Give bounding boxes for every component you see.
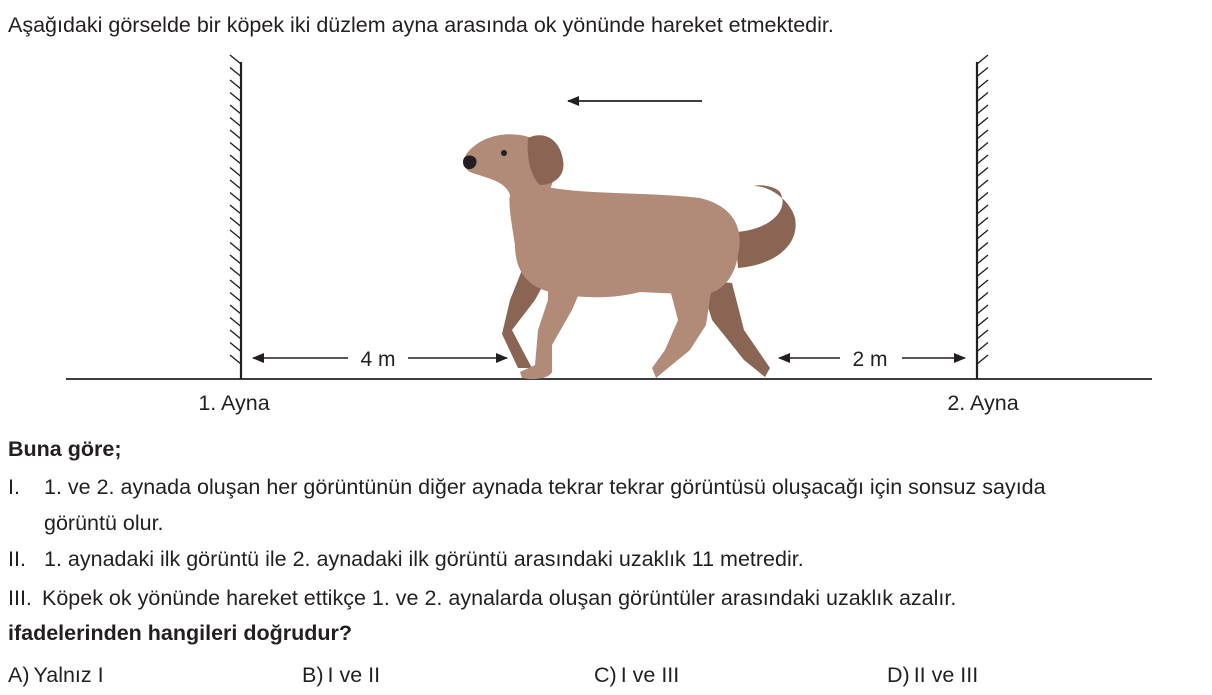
statement-2-numeral: II. bbox=[8, 547, 26, 571]
mirror-hatch bbox=[230, 193, 241, 202]
mirror-hatch bbox=[230, 130, 241, 139]
option-b-letter: B) bbox=[302, 663, 324, 687]
option-c[interactable] bbox=[594, 662, 679, 688]
option-d-text: II ve III bbox=[913, 663, 979, 687]
mirror-hatch bbox=[230, 305, 241, 314]
mirror-hatch bbox=[230, 355, 241, 364]
statement-2-text: 1. aynadaki ilk görüntü ile 2. aynadaki ilk görüntü arasındaki uzaklık 11 metredir. bbox=[44, 547, 804, 571]
mirror-hatch bbox=[977, 130, 988, 139]
mirror-hatch bbox=[977, 243, 988, 252]
mirror-hatch bbox=[230, 230, 241, 239]
mirror-hatch bbox=[230, 218, 241, 227]
option-b-text: I ve II bbox=[327, 663, 381, 687]
mirror-hatch bbox=[977, 55, 988, 64]
mirror-hatch bbox=[977, 255, 988, 264]
mirror-hatch bbox=[977, 143, 988, 152]
question-intro: Aşağıdaki görselde bir köpek iki düzlem ayna arasında ok yönünde hareket etmektedir. bbox=[8, 13, 834, 37]
mirror-hatch bbox=[977, 105, 988, 114]
mirror-hatch bbox=[230, 180, 241, 189]
mirror-hatch bbox=[977, 318, 988, 327]
option-c-text: I ve III bbox=[620, 663, 680, 687]
option-d-letter: D) bbox=[887, 663, 910, 687]
mirror-hatch bbox=[977, 230, 988, 239]
mirror-hatch bbox=[230, 318, 241, 327]
option-c-letter: C) bbox=[594, 663, 617, 687]
mirror-hatch bbox=[977, 155, 988, 164]
mirror-2-label: 2. Ayna bbox=[947, 391, 1019, 415]
mirror-hatch bbox=[977, 355, 988, 364]
mirror-hatch bbox=[230, 330, 241, 339]
mirror-hatch bbox=[230, 55, 241, 64]
mirror-hatch bbox=[230, 155, 241, 164]
mirror-hatch bbox=[230, 105, 241, 114]
statement-1-numeral: I. bbox=[8, 475, 20, 499]
mirror-hatch bbox=[230, 93, 241, 102]
mirror-hatch bbox=[230, 68, 241, 77]
mirror-hatch bbox=[977, 205, 988, 214]
option-a[interactable] bbox=[8, 662, 104, 688]
mirror-hatch bbox=[230, 255, 241, 264]
mirror-hatch bbox=[977, 80, 988, 89]
mirror-hatch bbox=[230, 268, 241, 277]
mirror-hatch bbox=[230, 168, 241, 177]
option-b[interactable] bbox=[302, 662, 380, 688]
mirror-hatch bbox=[977, 280, 988, 289]
mirror-hatch bbox=[230, 243, 241, 252]
mirror-hatch bbox=[977, 268, 988, 277]
statement-1-text-line1: 1. ve 2. aynada oluşan her görüntünün diğer aynada tekrar tekrar görüntüsü oluşacağı için sonsuz sayıda bbox=[44, 475, 1046, 499]
mirror-hatch bbox=[230, 343, 241, 352]
mirror-hatch bbox=[977, 68, 988, 77]
lead-in: Buna göre; bbox=[8, 437, 122, 461]
mirror-2 bbox=[977, 55, 988, 379]
mirror-hatch bbox=[977, 330, 988, 339]
option-d[interactable] bbox=[887, 662, 978, 688]
mirror-hatch bbox=[977, 118, 988, 127]
mirror-hatch bbox=[230, 80, 241, 89]
question-prompt: ifadelerinden hangileri doğrudur? bbox=[8, 621, 353, 645]
mirror-hatch bbox=[977, 193, 988, 202]
dog-illustration bbox=[463, 134, 796, 379]
option-a-letter: A) bbox=[8, 663, 30, 687]
mirror-hatch bbox=[977, 93, 988, 102]
statement-3-numeral: III. bbox=[8, 586, 32, 610]
statement-1-text-line2: görüntü olur. bbox=[44, 511, 164, 535]
mirror-1 bbox=[230, 55, 241, 379]
mirror-hatch bbox=[230, 205, 241, 214]
mirror-hatch bbox=[977, 343, 988, 352]
left-distance-label: 4 m bbox=[360, 348, 396, 371]
mirror-1-label: 1. Ayna bbox=[198, 391, 270, 415]
mirror-hatch bbox=[977, 168, 988, 177]
mirror-hatch bbox=[977, 180, 988, 189]
mirror-hatch bbox=[230, 293, 241, 302]
statement-3-text: Köpek ok yönünde hareket ettikçe 1. ve 2. aynalarda oluşan görüntüler arasındaki uzaklık azalır. bbox=[42, 586, 957, 610]
mirror-hatch bbox=[230, 280, 241, 289]
mirror-hatch bbox=[230, 143, 241, 152]
mirror-hatch bbox=[977, 305, 988, 314]
right-distance-label: 2 m bbox=[852, 348, 888, 371]
option-a-text: Yalnız I bbox=[33, 663, 104, 687]
mirror-hatch bbox=[230, 118, 241, 127]
mirror-hatch bbox=[977, 293, 988, 302]
mirror-hatch bbox=[977, 218, 988, 227]
